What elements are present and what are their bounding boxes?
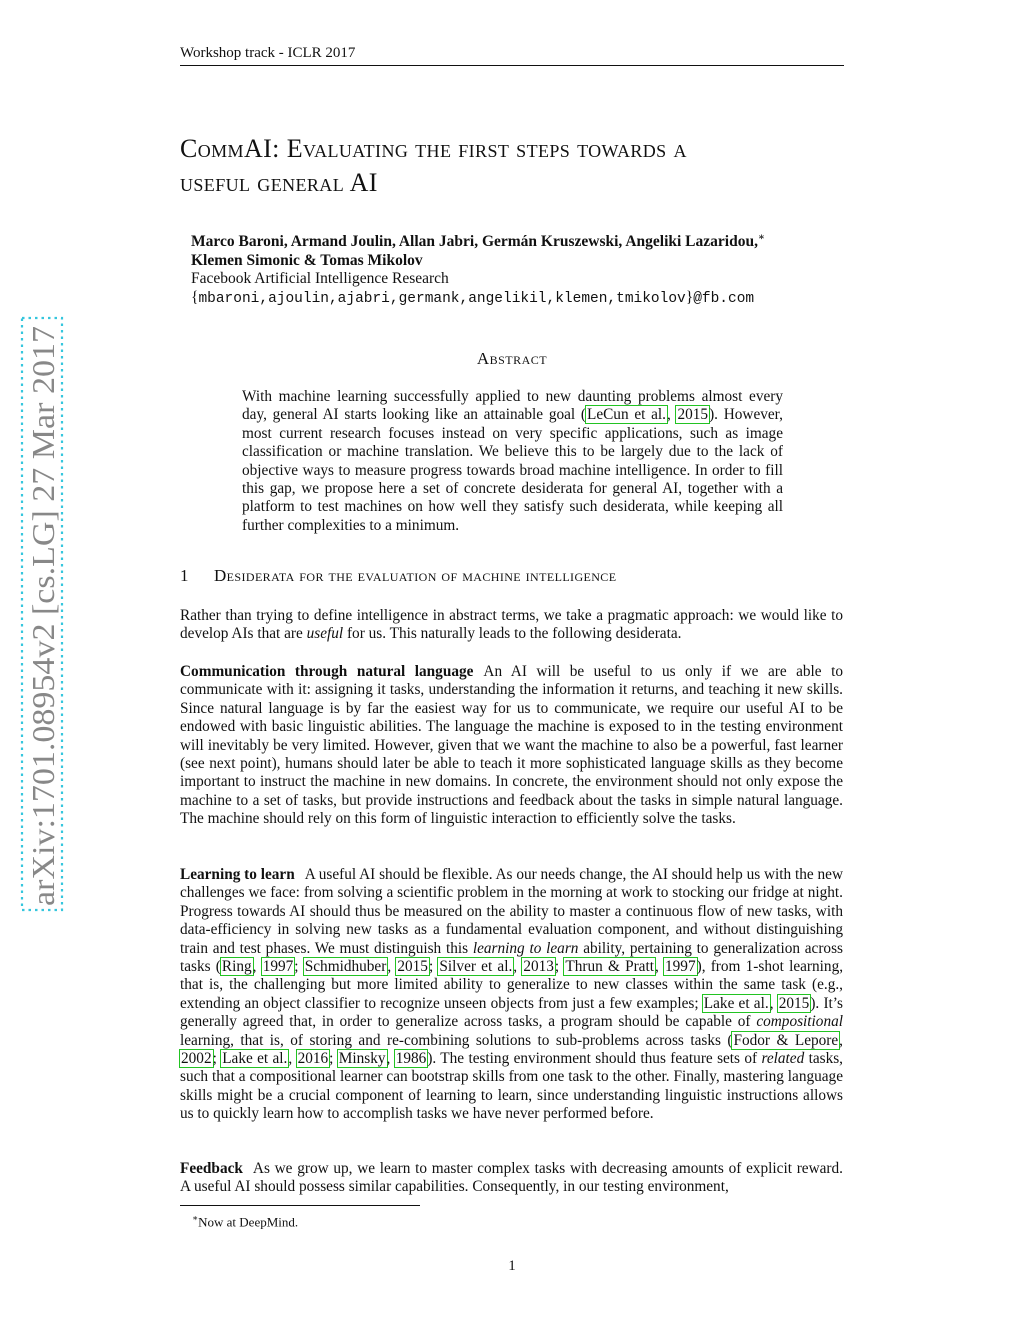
communication-paragraph <box>180 663 843 829</box>
citation-link[interactable]: Thrun & Pratt <box>565 958 654 976</box>
email-close-brace: } <box>685 288 694 306</box>
paragraph-heading: Learning to learn <box>180 866 295 883</box>
footnote <box>192 1210 298 1230</box>
citation-sep: , <box>839 1031 843 1049</box>
section-title: Desiderata for the evaluation of machine intelligence <box>214 566 617 585</box>
citation-link[interactable]: Silver et al. <box>439 958 513 976</box>
citation-sep: , <box>288 1050 297 1068</box>
email-open-brace: { <box>191 288 199 306</box>
citation-link[interactable]: Schmidhuber <box>304 958 387 976</box>
footnote-rule <box>180 1205 420 1206</box>
author-line-2: Klemen Simonic & Tomas Mikolov <box>191 251 423 269</box>
citation-link[interactable]: Lake et al. <box>222 1050 288 1068</box>
citation-link[interactable]: 1997 <box>665 958 696 976</box>
paragraph-text: A useful AI should be flexible. As our needs change, the AI should help us with the new challenges we face: from solving a scientific problem in the morning at work to stocking our fridge at night. Progress towards AI should thus be measured on the ability to master a continuous flow of new tasks, with data-efficiency in solving new tasks as a fundamental evaluation component, and without distinguishing train and test phases. We must distinguish this <box>180 866 844 957</box>
abstract-heading: Abstract <box>476 349 548 368</box>
citation-link[interactable]: 2015 <box>778 994 810 1012</box>
citation-sep: ; <box>554 958 565 976</box>
learning-to-learn-paragraph <box>180 866 843 1124</box>
intro-text: Rather than trying to define intelligence in abstract terms, we take a pragmatic approach: we would like to develop AIs that are <box>180 607 843 643</box>
affiliation: Facebook Artificial Intelligence Research <box>191 270 449 288</box>
title-line-1: CommAI: Evaluating the first steps towards a <box>180 134 687 163</box>
intro-paragraph <box>180 607 843 644</box>
citation-link[interactable]: 2002 <box>181 1050 212 1068</box>
footnote-mark: ∗ <box>192 1213 199 1223</box>
paragraph-text: ). The testing environment should thus feature sets of <box>427 1050 762 1068</box>
author-footnote-mark[interactable]: ∗ <box>757 232 765 243</box>
citation-sep: ; <box>329 1050 338 1068</box>
arxiv-stamp-graphic <box>18 316 66 912</box>
paragraph-text: ability, pertaining to generalization across tasks ( <box>180 939 843 976</box>
emphasis: useful <box>306 625 344 643</box>
paragraph-text: An AI will be useful to us only if we are able to communicate with it: assigning it tasks, understanding the information it returns, and teaching it new skills. Since natural language is by far the easiest way for us to communicate, we require our useful AI to be endowed with basic linguistic abilities. The language the machine is exposed to in the testing environment will inevitably be very limited. However, given that we want the machine to also be a powerful, fast learner (see next point), humans should later be able to teach it more sophisticated language skills as they become important to instruct the machine in new domains. In concrete, the environment should not only expose the machine to a set of tasks, but provide instructions and feedback about the tasks in simple natural language. The machine should rely on this form of linguistic interaction to efficiently solve the tasks. <box>180 663 843 828</box>
abstract-paragraph <box>242 388 783 535</box>
citation-sep: ; <box>294 958 304 976</box>
emphasis: related <box>761 1050 805 1068</box>
arxiv-stamp[interactable] <box>18 316 66 912</box>
intro-text: for us. This naturally leads to the following desiderata. <box>343 625 682 643</box>
author-block <box>191 229 851 308</box>
paragraph-text: learning, that is, of storing and re-combining solutions to sub-problems across tasks ( <box>180 1031 733 1049</box>
section-heading <box>180 566 844 586</box>
citation-link[interactable]: 1986 <box>395 1050 427 1068</box>
citation-link[interactable]: 1997 <box>262 958 294 976</box>
author-names-1: Marco Baroni, Armand Joulin, Allan Jabri, Germán Kruszewski, Angeliki Lazaridou, <box>191 233 758 251</box>
citation-link[interactable]: 2016 <box>297 1050 329 1068</box>
citation-link[interactable]: Lake et al. <box>703 994 769 1012</box>
citation-link[interactable]: Ring <box>221 958 252 976</box>
paragraph-heading: Feedback <box>180 1160 243 1177</box>
paragraph-text: tasks, such that a compositional learner can bootstrap skills from one task to the other. Finally, mastering language skills might be a crucial component of learning to learn, since understanding linguistic instructions allows us to quickly learn how to accomplish tasks we have never performed before. <box>180 1050 844 1123</box>
citation-sep: ; <box>428 958 439 976</box>
citation-sep: , <box>769 994 778 1012</box>
citation-link[interactable]: 2015 <box>677 406 709 424</box>
citation-sep: , <box>386 1050 395 1068</box>
section-number: 1 <box>180 566 189 585</box>
emphasis: compositional <box>756 1013 843 1031</box>
abstract-text: With machine learning successfully applied to new daunting problems almost every day, general AI starts looking like an attainable goal ( <box>242 388 783 424</box>
citation-sep: ; <box>212 1050 222 1068</box>
emphasis: learning to learn <box>472 939 579 957</box>
citation-link[interactable]: 2015 <box>397 958 428 976</box>
email-list: mbaroni,ajoulin,ajabri,germank,angelikil,klemen,tmikolov <box>198 290 686 307</box>
email-domain: @fb.com <box>693 290 755 307</box>
running-head: Workshop track - ICLR 2017 <box>180 44 844 66</box>
citation-sep: , <box>252 958 262 976</box>
feedback-paragraph <box>180 1160 843 1197</box>
paragraph-heading: Communication through natural language <box>180 663 474 680</box>
citation-sep: , <box>666 406 677 424</box>
citation-link[interactable]: Fodor & Lepore <box>733 1031 839 1049</box>
paragraph-text: ), from 1-shot learning, that is, the challenging but more limited ability to generalize to new classes within the same task (e.g., extending an object classifier to recognize unseen objects from just a few examples; <box>180 958 844 1012</box>
paragraph-text: ). It’s generally agreed that, in order to generalize across tasks, a program should be capable of <box>180 994 844 1031</box>
footnote-text: Now at DeepMind. <box>198 1214 299 1230</box>
paragraph-text: As we grow up, we learn to master complex tasks with decreasing amounts of explicit reward. A useful AI should possess similar capabilities. Consequently, in our testing environment, <box>180 1160 843 1196</box>
citation-link[interactable]: Minsky <box>338 1050 386 1068</box>
author-line-1 <box>191 229 851 252</box>
citation-sep: , <box>387 958 397 976</box>
paper-title <box>180 132 850 200</box>
title-line-2: useful general AI <box>180 168 378 197</box>
email-line <box>191 289 851 309</box>
citation-sep: , <box>654 958 664 976</box>
citation-sep: , <box>513 958 523 976</box>
abstract-text: ). However, most current research focuses instead on very specific applications, such as image classification or machine translation. We believe this to be largely due to the lack of objective ways to measure progress towards broad machine intelligence. In order to fill this gap, we propose here a set of concrete desiderata for general AI, together with a platform to test machines on how well they satisfy such desiderata, while keeping all further complexities to a minimum. <box>242 406 783 534</box>
citation-link[interactable]: LeCun et al. <box>586 406 666 424</box>
page-number: 1 <box>508 1258 516 1274</box>
citation-link[interactable]: 2013 <box>523 958 554 976</box>
arxiv-stamp-text: arXiv:1701.08954v2 [cs.LG] 27 Mar 2017 <box>26 368 61 906</box>
